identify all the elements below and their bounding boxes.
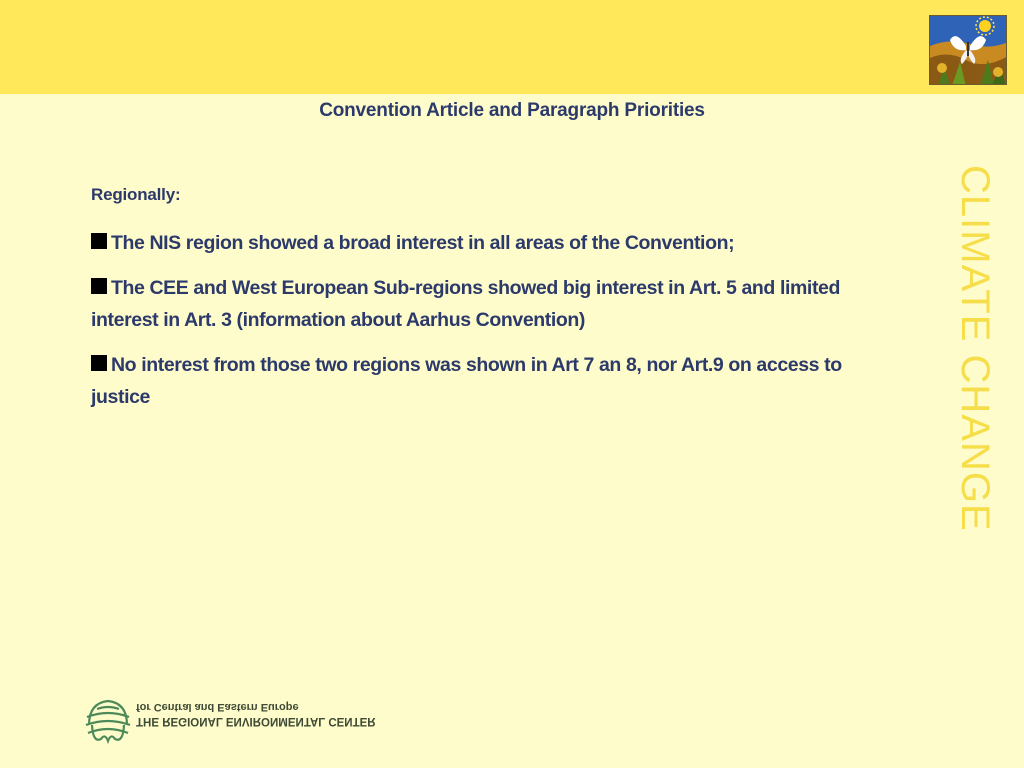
logo-line1: THE REGIONAL ENVIRONMENTAL CENTER xyxy=(136,715,376,727)
slide-title: Convention Article and Paragraph Priorities xyxy=(319,100,705,121)
section-label: Regionally: xyxy=(91,185,181,204)
bullet-text: No interest from those two regions was shown in Art 7 an 8, nor Art.9 on access to justice xyxy=(91,354,842,408)
bullet-item xyxy=(91,272,881,336)
butterfly-sunflower-image xyxy=(929,15,1007,85)
climate-change-banner: CLIMATE CHANGE xyxy=(953,165,997,532)
bullet-item xyxy=(91,227,881,259)
bullet-text: The NIS region showed a broad interest in all areas of the Convention; xyxy=(111,232,735,254)
slide-content xyxy=(91,185,881,426)
rec-logo xyxy=(83,695,376,750)
bullet-text: The CEE and West European Sub-regions showed big interest in Art. 5 and limited interest in Art. 3 (information about Aarhus Convention) xyxy=(91,277,840,331)
square-bullet-icon xyxy=(91,233,107,249)
square-bullet-icon xyxy=(91,355,107,371)
rec-globe-logo-icon xyxy=(83,695,133,747)
logo-text xyxy=(136,700,376,728)
header-band xyxy=(0,0,1024,94)
logo-line2: for Central and Eastern Europe xyxy=(136,701,299,713)
bullet-item xyxy=(91,349,881,413)
square-bullet-icon xyxy=(91,278,107,294)
